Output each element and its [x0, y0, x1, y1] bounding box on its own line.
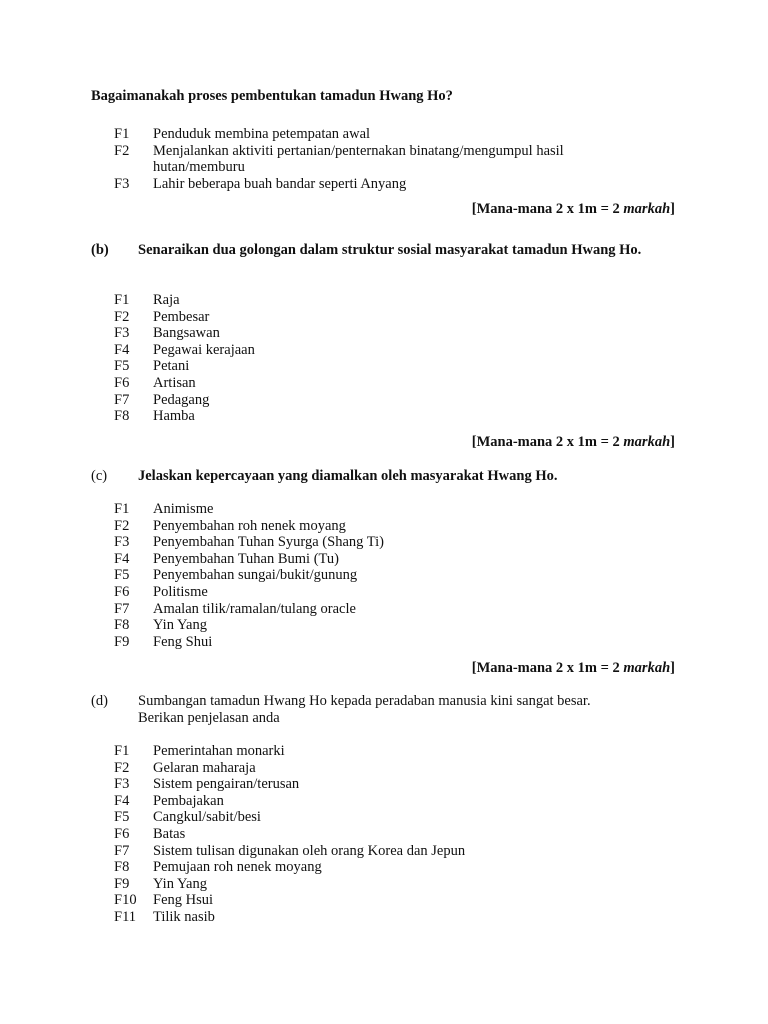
answer-code: F2: [114, 517, 130, 534]
question-d-section: [0, 693, 768, 727]
answer-text: Petani: [153, 358, 190, 375]
answer-item: [0, 375, 768, 392]
answer-text: Pemerintahan monarki: [153, 743, 285, 759]
question-d-text: Sumbangan tamadun Hwang Ho kepada peradaban manusia kini sangat besar. Berikan penjelasan anda: [138, 693, 591, 726]
answer-item: [0, 176, 768, 193]
marks-prefix: [Mana-mana 2 x 1m = 2: [471, 660, 624, 676]
answer-code: F1: [114, 501, 130, 517]
answer-text: Pembesar: [153, 308, 210, 325]
answer-item: [0, 143, 768, 176]
question-c-answers: [0, 501, 768, 650]
answer-text: Yin Yang: [153, 875, 207, 892]
answer-text: Penyembahan sungai/bukit/gunung: [153, 567, 358, 584]
question-b-label: (b): [91, 242, 109, 258]
answer-item: [0, 408, 768, 425]
answer-code: F2: [114, 142, 130, 159]
answer-item: [0, 501, 768, 518]
answer-item: [0, 843, 768, 860]
answer-item: [0, 292, 768, 309]
answer-item: [0, 584, 768, 601]
answer-code: F6: [114, 374, 130, 391]
question-c-answer-list: [0, 501, 768, 650]
answer-item: [0, 534, 768, 551]
answer-code: F7: [114, 391, 130, 408]
answer-item: [0, 776, 768, 793]
answer-code: F3: [114, 776, 130, 793]
answer-code: F5: [114, 358, 130, 375]
answer-text: Artisan: [153, 374, 196, 391]
answer-item: [0, 358, 768, 375]
answer-item: [0, 859, 768, 876]
answer-item: [0, 551, 768, 568]
answer-text: Gelaran maharaja: [153, 759, 256, 776]
answer-text: Penyembahan Tuhan Bumi (Tu): [153, 550, 339, 567]
answer-code: F7: [114, 842, 130, 859]
answer-code: F2: [114, 759, 130, 776]
answer-code: F1: [114, 292, 130, 308]
question-d-answer-list: [0, 743, 768, 926]
answer-text: Animisme: [153, 501, 214, 517]
answer-item: [0, 567, 768, 584]
answer-text: Batas: [153, 825, 186, 842]
answer-text: Penyembahan roh nenek moyang: [153, 517, 346, 534]
answer-text: Pegawai kerajaan: [153, 341, 255, 358]
marks-suffix: ]: [670, 660, 675, 676]
question-c-section: [0, 468, 768, 502]
answer-text: Tilik nasib: [153, 908, 215, 925]
answer-code: F3: [114, 534, 130, 551]
answer-code: F2: [114, 308, 130, 325]
answer-code: F4: [114, 792, 130, 809]
answer-text: Yin Yang: [153, 617, 207, 634]
question-b-header: [0, 242, 768, 276]
answer-code: F10: [114, 892, 137, 909]
answer-code: F6: [114, 825, 130, 842]
answer-code: F3: [114, 325, 130, 342]
answer-code: F1: [114, 743, 130, 759]
intro-question: Bagaimanakah proses pembentukan tamadun Hwang Ho?: [91, 88, 453, 104]
answer-code: F7: [114, 600, 130, 617]
answer-item: [0, 392, 768, 409]
answer-text: Sistem pengairan/terusan: [153, 776, 300, 793]
question-b-answer-list: [0, 292, 768, 425]
answer-code: F4: [114, 550, 130, 567]
question-d-label: (d): [91, 693, 108, 709]
question-d-answers: [0, 743, 768, 926]
answer-text: Raja: [153, 292, 180, 308]
answer-item: [0, 518, 768, 535]
answer-item: [0, 309, 768, 326]
answer-text: Amalan tilik/ramalan/tulang oracle: [153, 600, 356, 617]
answer-code: F3: [114, 175, 130, 192]
answer-code: F8: [114, 617, 130, 634]
answer-code: F8: [114, 408, 130, 425]
answer-text: Menjalankan aktiviti pertanian/penternakan binatang/mengumpul hasil hutan/memburu: [153, 142, 564, 176]
answer-code: F9: [114, 875, 130, 892]
marks-prefix: [Mana-mana 2 x 1m = 2: [471, 201, 624, 217]
answer-text: Penduduk membina petempatan awal: [153, 126, 371, 142]
answer-code: F11: [114, 908, 137, 925]
marks-suffix: ]: [670, 434, 675, 450]
marks-word: markah: [623, 660, 671, 676]
answer-item: [0, 617, 768, 634]
answer-item: [0, 892, 768, 909]
answer-item: [0, 634, 768, 651]
answer-text: Lahir beberapa buah bandar seperti Anyang: [153, 175, 407, 192]
answer-item: [0, 760, 768, 777]
intro-answer-list: [0, 126, 768, 192]
answer-text: Cangkul/sabit/besi: [153, 809, 261, 826]
answer-text: Sistem tulisan digunakan oleh orang Korea dan Jepun: [153, 842, 466, 859]
answer-text: Feng Hsui: [153, 892, 214, 909]
marks-word: markah: [623, 434, 671, 450]
answer-text: Politisme: [153, 583, 208, 600]
intro-marks-note: [472, 201, 675, 218]
answer-code: F5: [114, 809, 130, 826]
answer-text: Penyembahan Tuhan Syurga (Shang Ti): [153, 534, 384, 551]
answer-item: [0, 325, 768, 342]
answer-code: F6: [114, 583, 130, 600]
answer-text: Feng Shui: [153, 633, 213, 650]
answer-item: [0, 793, 768, 810]
answer-item: [0, 876, 768, 893]
answer-code: F4: [114, 341, 130, 358]
answer-code: F8: [114, 859, 130, 876]
answer-item: [0, 342, 768, 359]
question-c-marks-note: [472, 660, 675, 677]
answer-item: [0, 909, 768, 926]
answer-code: F5: [114, 567, 130, 584]
question-b-marks-note: [472, 434, 675, 451]
answer-text: Pembajakan: [153, 792, 224, 809]
answer-item: [0, 826, 768, 843]
question-b-answers: [0, 292, 768, 425]
question-b-section: [0, 242, 768, 276]
question-c-text: Jelaskan kepercayaan yang diamalkan oleh masyarakat Hwang Ho.: [138, 468, 558, 484]
answer-text: Hamba: [153, 408, 195, 425]
answer-item: [0, 809, 768, 826]
question-c-label: (c): [91, 468, 108, 484]
marks-suffix: ]: [670, 201, 675, 217]
marks-prefix: [Mana-mana 2 x 1m = 2: [471, 434, 624, 450]
answer-text: Pemujaan roh nenek moyang: [153, 859, 322, 876]
question-d-header: [0, 693, 768, 727]
answer-text: Pedagang: [153, 391, 210, 408]
intro-answer-list-section: [0, 126, 768, 192]
answer-code: F1: [114, 126, 130, 142]
answer-text: Bangsawan: [153, 325, 220, 342]
question-b-text: Senaraikan dua golongan dalam struktur sosial masyarakat tamadun Hwang Ho.: [138, 242, 642, 258]
answer-item: [0, 126, 768, 143]
question-c-header: [0, 468, 768, 502]
marks-word: markah: [623, 201, 671, 217]
answer-item: [0, 743, 768, 760]
answer-code: F9: [114, 633, 130, 650]
answer-item: [0, 601, 768, 618]
